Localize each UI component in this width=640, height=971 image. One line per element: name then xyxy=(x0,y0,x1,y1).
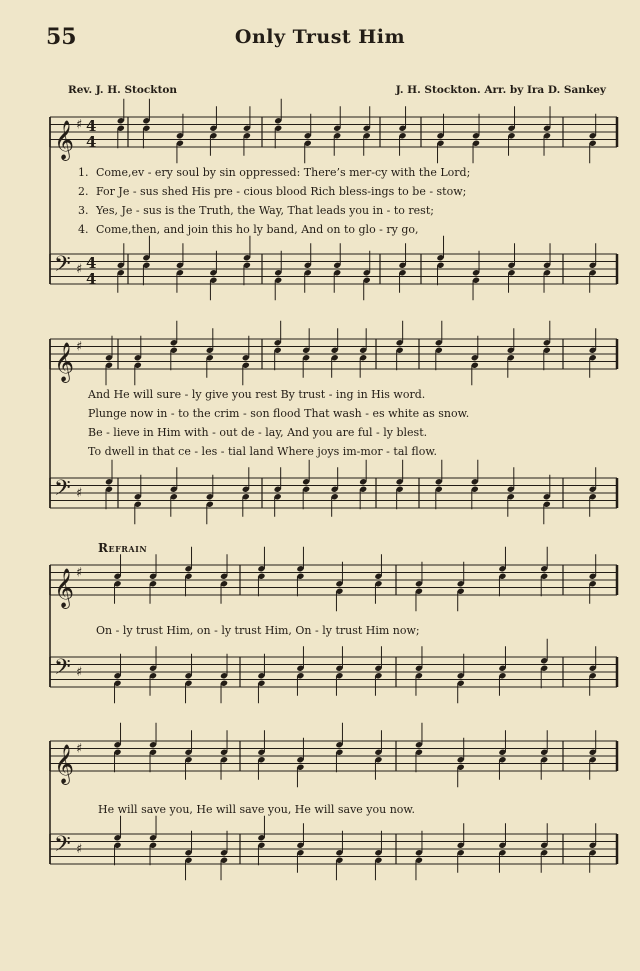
treble-clef-icon: 𝄞 xyxy=(54,568,75,608)
bass-clef-icon: 𝄢 xyxy=(54,252,71,282)
page-number: 55 xyxy=(46,24,77,50)
composer-credit: J. H. Stockton. Arr. by Ira D. Sankey xyxy=(395,84,606,96)
hymn-title: Only Trust Him xyxy=(234,26,406,48)
treble-clef-icon: 𝄞 xyxy=(54,744,75,784)
verse-4-line-2: To dwell in that ce - les - tial land Where joys im-mor - tal flow. xyxy=(88,445,437,458)
time-signature: 4 xyxy=(86,270,97,288)
time-signature: 4 xyxy=(86,117,97,135)
sharp-icon: ♯ xyxy=(76,741,83,757)
time-signature: 4 xyxy=(86,254,97,272)
bass-clef-icon: 𝄢 xyxy=(54,655,71,685)
sharp-icon: ♯ xyxy=(76,665,83,680)
verse-2-line: 2. For Je - sus shed His pre - cious blood Rich bless-ings to be - stow; xyxy=(78,185,467,198)
verse-2-line-2: Plunge now in - to the crim - son flood That wash - es white as snow. xyxy=(88,407,470,420)
bass-clef-icon: 𝄢 xyxy=(54,832,71,862)
sharp-icon: ♯ xyxy=(76,117,83,133)
treble-clef-icon: 𝄞 xyxy=(54,342,75,382)
sharp-icon: ♯ xyxy=(76,565,83,581)
sharp-icon: ♯ xyxy=(76,339,83,355)
verse-1-line: 1. Come,ev - ery soul by sin oppressed: There’s mer-cy with the Lord; xyxy=(78,166,471,179)
time-signature: 4 xyxy=(86,133,97,151)
sharp-icon: ♯ xyxy=(76,262,83,277)
sharp-icon: ♯ xyxy=(76,486,83,501)
treble-clef-icon: 𝄞 xyxy=(54,120,75,160)
refrain-line-1: On - ly trust Him, on - ly trust Him, On - ly trust Him now; xyxy=(96,624,420,637)
verse-3-line: 3. Yes, Je - sus is the Truth, the Way, That leads you in - to rest; xyxy=(78,204,434,217)
verse-3-line-2: Be - lieve in Him with - out de - lay, And you are ful - ly blest. xyxy=(88,426,428,439)
verse-4-line: 4. Come,then, and join this ho ly band, And on to glo - ry go, xyxy=(78,223,419,236)
lyricist-credit: Rev. J. H. Stockton xyxy=(68,84,178,96)
sharp-icon: ♯ xyxy=(76,842,83,857)
refrain-line-2: He will save you, He will save you, He will save you now. xyxy=(98,803,416,816)
refrain-label: Refrain xyxy=(98,541,148,555)
verse-1-line-2: And He will sure - ly give you rest By trust - ing in His word. xyxy=(88,388,426,401)
bass-clef-icon: 𝄢 xyxy=(54,476,71,506)
